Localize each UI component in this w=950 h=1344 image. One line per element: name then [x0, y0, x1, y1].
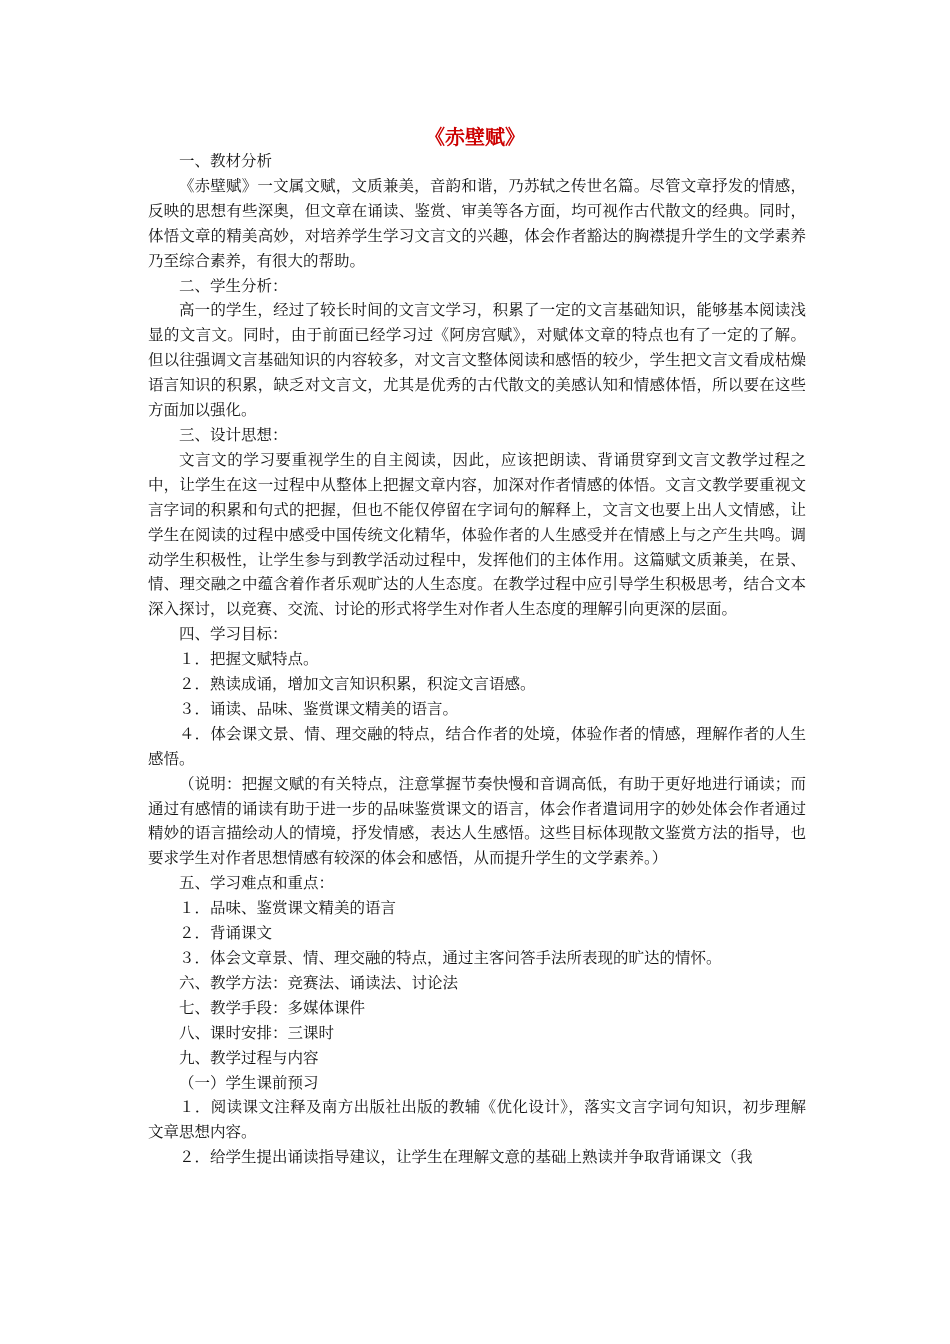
document-body	[148, 149, 806, 1170]
body-paragraph: 高一的学生，经过了较长时间的文言文学习，积累了一定的文言基础知识，能够基本阅读浅显的文言文。同时，由于前面已经学习过《阿房宫赋》，对赋体文章的特点也有了一定的了解。但以往强调文言基础知识的内容较多，对文言文整体阅读和感悟的较少，学生把文言文看成枯燥语言知识的积累，缺乏对文言文，尤其是优秀的古代散文的美感认知和情感体悟，所以要在这些方面加以强化。	[148, 301, 806, 420]
body-paragraph: 《赤壁赋》一文属文赋，文质兼美，音韵和谐，乃苏轼之传世名篇。尽管文章抒发的情感，反映的思想有些深奥，但文章在诵读、鉴赏、审美等各方面，均可视作古代散文的经典。同时，体悟文章的精美高妙，对培养学生学习文言文的兴趣，体会作者豁达的胸襟提升学生的文学素养乃至综合素养，有很大的帮助。	[148, 176, 806, 270]
list-item: ４．体会课文景、情、理交融的特点，结合作者的处境，体验作者的情感，理解作者的人生感悟。	[148, 724, 806, 768]
section-heading: 八、课时安排：三课时	[179, 1023, 335, 1042]
list-item: １．阅读课文注释及南方出版社出版的教辅《优化设计》，落实文言字词句知识，初步理解文章思想内容。	[148, 1098, 806, 1142]
section-heading: 六、教学方法：竞赛法、诵读法、讨论法	[179, 973, 459, 992]
document-title: 《赤壁赋》	[425, 125, 525, 149]
section-heading: 一、教材分析	[179, 152, 273, 170]
section-heading: 三、设计思想：	[179, 425, 288, 444]
body-paragraph: （说明：把握文赋的有关特点，注意掌握节奏快慢和音调高低，有助于更好地进行诵读；而通过有感情的诵读有助于进一步的品味鉴赏课文的语言，体会作者遣词用字的妙处体会作者通过精妙的语言描绘动人的情境，抒发情感，表达人生感悟。这些目标体现散文鉴赏方法的指导，也要求学生对作者思想情感有较深的体会和感悟，从而提升学生的文学素养。）	[148, 774, 806, 868]
list-item: １．品味、鉴赏课文精美的语言	[179, 899, 397, 918]
list-item: ２．熟读成诵，增加文言知识积累，积淀文言语感。	[179, 675, 536, 694]
subsection-heading: （一）学生课前预习	[179, 1073, 319, 1092]
section-heading: 二、学生分析：	[179, 276, 288, 295]
list-item: ２．背诵课文	[179, 924, 273, 943]
list-item: １．把握文赋特点。	[179, 650, 319, 669]
section-heading: 五、学习难点和重点：	[179, 874, 335, 893]
body-paragraph: 文言文的学习要重视学生的自主阅读，因此，应该把朗读、背诵贯穿到文言文教学过程之中，让学生在这一过程中从整体上把握文章内容，加深对作者情感的体悟。文言文教学要重视文言字词的积累和句式的把握，但也不能仅停留在字词句的解释上，文言文也要上出人文情感，让学生在阅读的过程中感受中国传统文化精华，体验作者的人生感受并在情感上与之产生共鸣。调动学生积极性，让学生参与到教学活动过程中，发挥他们的主体作用。这篇赋文质兼美，在景、情、理交融之中蕴含着作者乐观旷达的人生态度。在教学过程中应引导学生积极思考，结合文本深入探讨，以竞赛、交流、讨论的形式将学生对作者人生态度的理解引向更深的层面。	[148, 450, 806, 619]
section-heading: 七、教学手段：多媒体课件	[179, 998, 366, 1017]
section-heading: 四、学习目标：	[179, 625, 288, 644]
section-heading: 九、教学过程与内容	[179, 1048, 319, 1067]
list-item: ２．给学生提出诵读指导建议，让学生在理解文意的基础上熟读并争取背诵课文（我	[179, 1148, 753, 1167]
list-item: ３．体会文章景、情、理交融的特点，通过主客问答手法所表现的旷达的情怀。	[179, 949, 722, 967]
list-item: ３．诵读、品味、鉴赏课文精美的语言。	[179, 699, 459, 718]
